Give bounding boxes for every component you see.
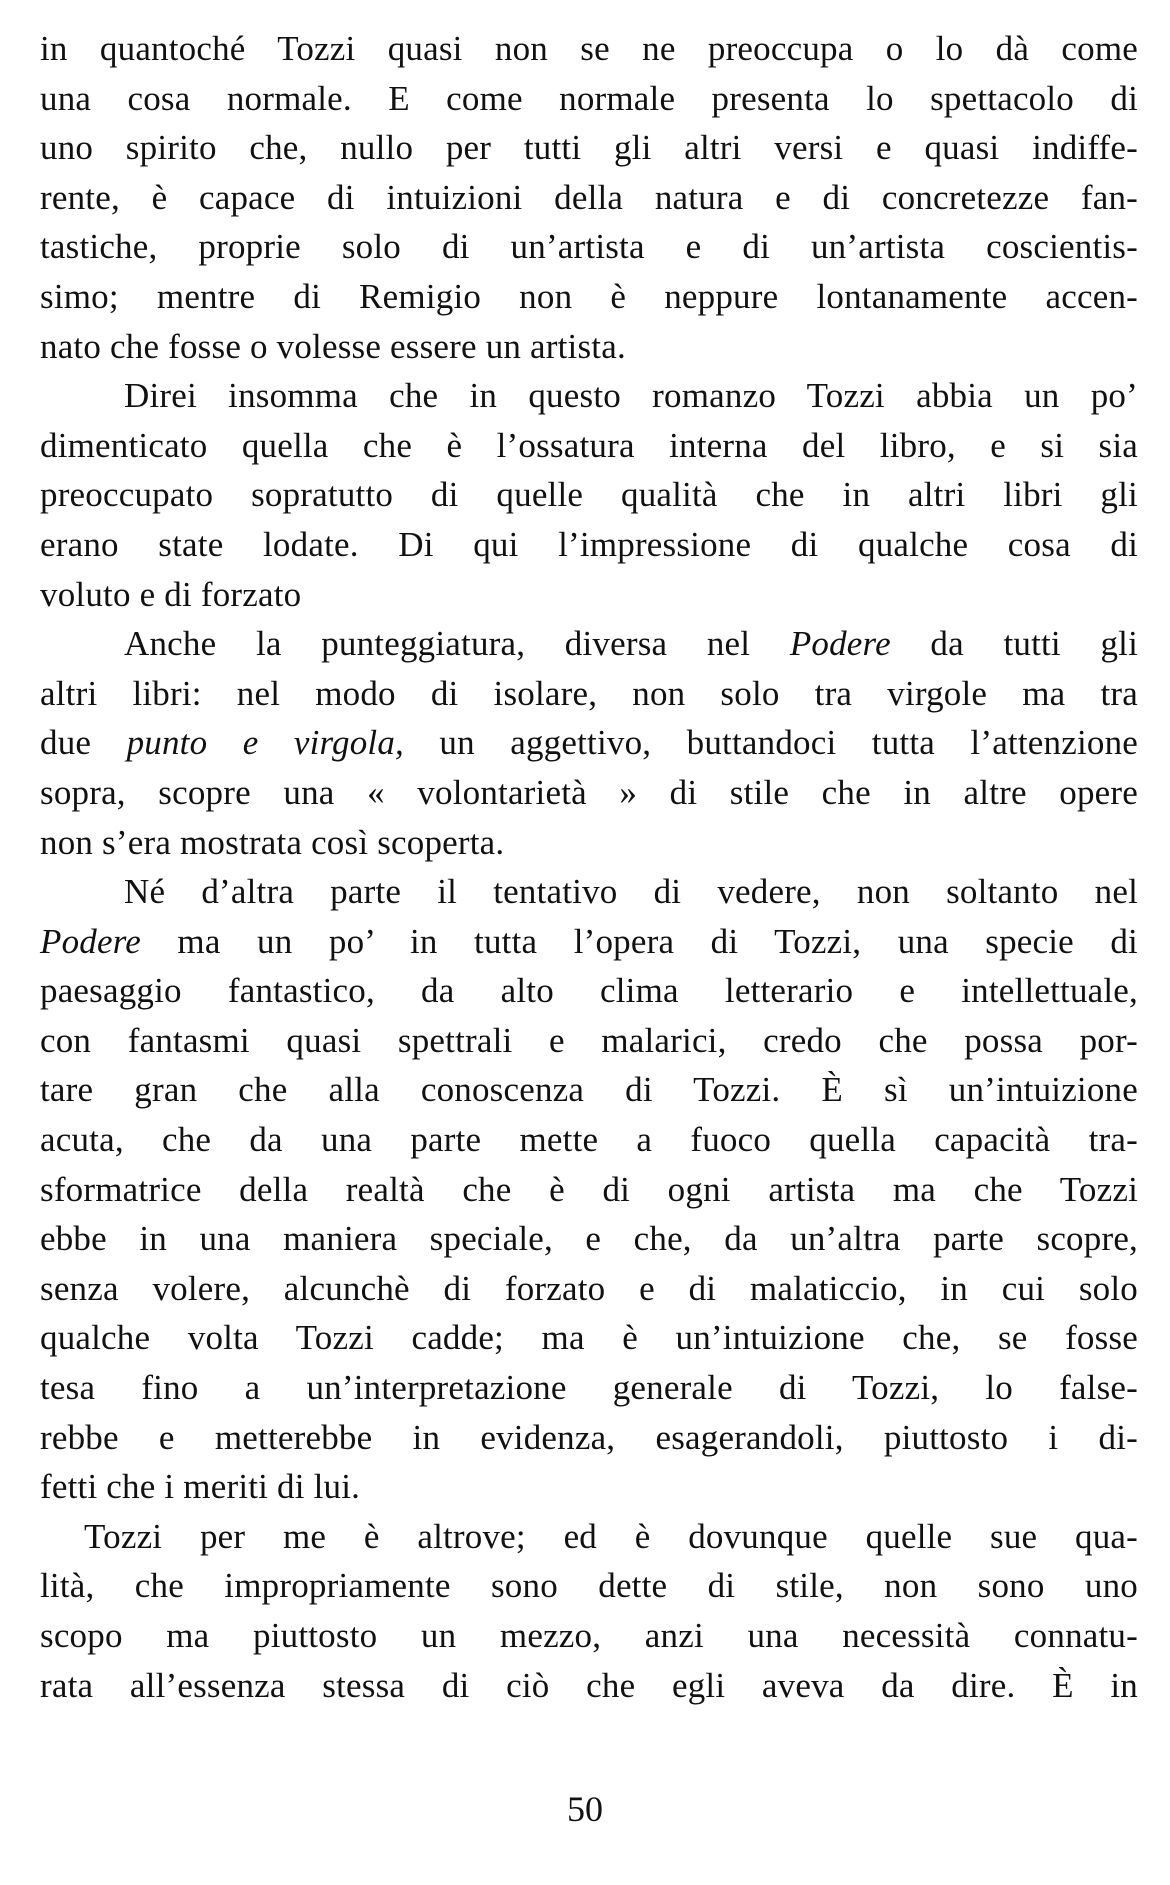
text-line: con fantasmi quasi spettrali e malarici, credo che possa por- <box>40 1020 1138 1060</box>
text-line: uno spirito che, nullo per tutti gli altri versi e quasi indiffe- <box>40 128 1138 168</box>
text-line <box>40 917 1138 967</box>
text-line: Direi insomma che in questo romanzo Tozzi abbia un po’ <box>124 376 1138 416</box>
paragraph <box>40 371 1138 619</box>
text-line: lità, che impropriamente sono dette di stile, non sono uno <box>40 1566 1138 1606</box>
text-line: sopra, scopre una « volontarietà » di stile che in altre opere <box>40 772 1138 812</box>
text-line: qualche volta Tozzi cadde; ma è un’intuizione che, se fosse <box>40 1318 1138 1358</box>
text-line: dimenticato quella che è l’ossatura interna del libro, e si sia <box>40 425 1138 465</box>
paragraph <box>40 24 1138 371</box>
text-line: simo; mentre di Remigio non è neppure lontanamente accen- <box>40 276 1138 316</box>
text-line: altri libri: nel modo di isolare, non solo tra virgole ma tra <box>40 673 1138 713</box>
text-line: paesaggio fantastico, da alto clima letterario e intellettuale, <box>40 971 1138 1011</box>
text-line: tesa fino a un’interpretazione generale di Tozzi, lo false- <box>40 1368 1138 1408</box>
text-run: da tutti gli <box>890 624 1138 664</box>
body-text <box>40 24 1138 1710</box>
text-line: senza volere, alcunchè di forzato e di malaticcio, in cui solo <box>40 1268 1138 1308</box>
text-line: rente, è capace di intuizioni della natura e di concretezze fan- <box>40 177 1138 217</box>
italic-title: Podere <box>40 921 141 961</box>
text-line: Né d’altra parte il tentativo di vedere, non soltanto nel <box>124 872 1138 912</box>
text-line: rata all’essenza stessa di ciò che egli aveva da dire. È in <box>40 1665 1138 1705</box>
page-number: 50 <box>567 1789 603 1829</box>
paragraph <box>40 619 1138 867</box>
text-line: nato che fosse o volesse essere un artista. <box>40 326 626 366</box>
text-line: non s’era mostrata così scoperta. <box>40 822 505 862</box>
italic-title: Podere <box>789 624 891 664</box>
text-line: scopo ma piuttosto un mezzo, anzi una necessità connatu- <box>40 1616 1138 1655</box>
text-line: preoccupato sopratutto di quelle qualità che in altri libri gli <box>40 475 1138 515</box>
text-run: Anche la punteggiatura, diversa nel <box>124 624 790 664</box>
text-line: acuta, che da una parte mette a fuoco quella capacità tra- <box>40 1120 1138 1160</box>
text-line: voluto e di forzato <box>40 574 302 614</box>
text-run: due <box>40 723 127 763</box>
paragraph <box>40 867 1138 1512</box>
text-line: ebbe in una maniera speciale, e che, da un’altra parte scopre, <box>40 1219 1138 1259</box>
text-line: tare gran che alla conoscenza di Tozzi. È sì un’intuizione <box>40 1070 1138 1110</box>
text-line: erano state lodate. Di qui l’impressione di qualche cosa di <box>40 524 1138 564</box>
text-line: rebbe e metterebbe in evidenza, esagerandoli, piuttosto i di- <box>40 1417 1138 1457</box>
text-line <box>40 619 1138 669</box>
text-line: fetti che i meriti di lui. <box>40 1467 361 1507</box>
italic-phrase: punto e virgola, <box>126 723 405 763</box>
paragraph <box>40 1512 1138 1710</box>
text-line: sformatrice della realtà che è di ogni artista ma che Tozzi <box>40 1169 1138 1209</box>
text-line: Tozzi per me è altrove; ed è dovunque quelle sue qua- <box>84 1516 1138 1556</box>
text-line: tastiche, proprie solo di un’artista e di un’artista coscientis- <box>40 227 1138 267</box>
text-line <box>40 718 1138 768</box>
text-run: ma un po’ in tutta l’opera di Tozzi, una specie di <box>140 921 1138 961</box>
text-line: in quantoché Tozzi quasi non se ne preoccupa o lo dà come <box>40 29 1138 68</box>
text-line: una cosa normale. E come normale presenta lo spettacolo di <box>40 78 1138 118</box>
text-run: un aggettivo, buttandoci tutta l’attenzione <box>404 723 1139 763</box>
